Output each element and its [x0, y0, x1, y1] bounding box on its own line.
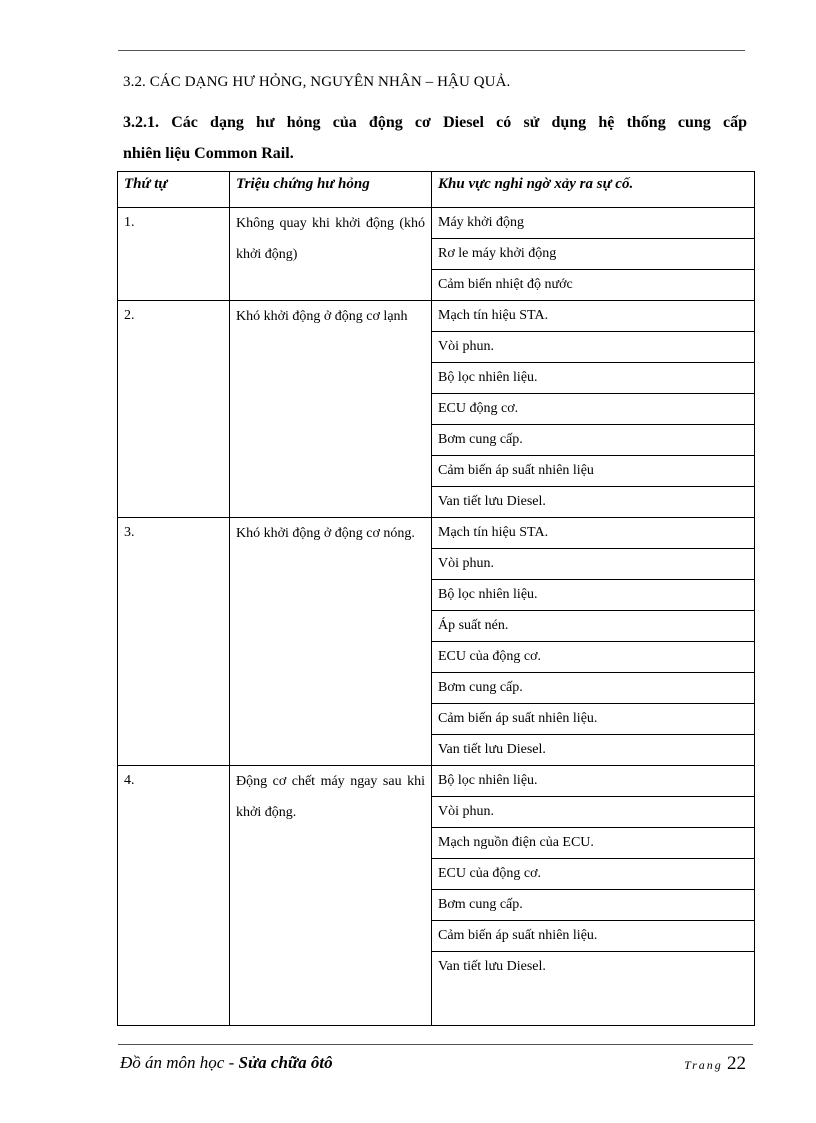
- header-area: Khu vực nghi ngờ xảy ra sự cố.: [432, 172, 755, 208]
- area-cell: ECU của động cơ.: [432, 859, 755, 890]
- table-row: [118, 766, 755, 797]
- footer-prefix: Đồ án môn học -: [120, 1053, 239, 1072]
- area-cell: ECU động cơ.: [432, 394, 755, 425]
- table-header-row: [118, 172, 755, 208]
- area-cell: Van tiết lưu Diesel.: [432, 952, 755, 1026]
- header-order: Thứ tự: [118, 172, 230, 208]
- area-cell: Vòi phun.: [432, 797, 755, 828]
- header-rule: [118, 50, 745, 51]
- subsection-title-line1: 3.2.1. Các dạng hư hỏng của động cơ Diesel có sử dụng hệ thống cung cấp: [123, 114, 747, 131]
- symptom-cell: Động cơ chết máy ngay sau khi khởi động.: [230, 766, 432, 1026]
- area-cell: Bộ lọc nhiên liệu.: [432, 363, 755, 394]
- page-number-block: [684, 1053, 746, 1075]
- area-cell: Cảm biến áp suất nhiên liệu.: [432, 921, 755, 952]
- area-cell: Bơm cung cấp.: [432, 890, 755, 921]
- area-cell: Cảm biến nhiệt độ nước: [432, 270, 755, 301]
- area-cell: Vòi phun.: [432, 332, 755, 363]
- footer-rule: [118, 1044, 753, 1045]
- section-title: 3.2. CÁC DẠNG HƯ HỎNG, NGUYÊN NHÂN – HẬU QUẢ.: [123, 74, 511, 90]
- area-cell: Van tiết lưu Diesel.: [432, 735, 755, 766]
- area-cell: Mạch tín hiệu STA.: [432, 518, 755, 549]
- header-symptom: Triệu chứng hư hỏng: [230, 172, 432, 208]
- page-number: 22: [727, 1053, 746, 1074]
- area-cell: Rơ le máy khởi động: [432, 239, 755, 270]
- area-cell: Máy khởi động: [432, 208, 755, 239]
- order-cell: 1.: [118, 208, 230, 301]
- area-cell: ECU của động cơ.: [432, 642, 755, 673]
- area-cell: Bộ lọc nhiên liệu.: [432, 766, 755, 797]
- area-cell: Mạch tín hiệu STA.: [432, 301, 755, 332]
- area-cell: Cảm biến áp suất nhiên liệu: [432, 456, 755, 487]
- area-cell: Bơm cung cấp.: [432, 425, 755, 456]
- symptom-cell: Không quay khi khởi động (khó khởi động): [230, 208, 432, 301]
- table-row: [118, 518, 755, 549]
- page-label: Trang: [684, 1058, 723, 1072]
- area-cell: Cảm biến áp suất nhiên liệu.: [432, 704, 755, 735]
- footer-title: [120, 1053, 333, 1073]
- order-cell: 2.: [118, 301, 230, 518]
- order-cell: 4.: [118, 766, 230, 1026]
- area-cell: Bộ lọc nhiên liệu.: [432, 580, 755, 611]
- fault-table: [117, 171, 755, 1026]
- area-cell: Bơm cung cấp.: [432, 673, 755, 704]
- area-cell: Áp suất nén.: [432, 611, 755, 642]
- area-cell: Van tiết lưu Diesel.: [432, 487, 755, 518]
- area-cell: Vòi phun.: [432, 549, 755, 580]
- order-cell: 3.: [118, 518, 230, 766]
- subsection-title-line2: nhiên liệu Common Rail.: [123, 145, 294, 162]
- symptom-cell: Khó khởi động ở động cơ lạnh: [230, 301, 432, 518]
- area-cell: Mạch nguồn điện của ECU.: [432, 828, 755, 859]
- symptom-cell: Khó khởi động ở động cơ nóng.: [230, 518, 432, 766]
- footer-course: Sửa chữa ôtô: [238, 1053, 333, 1072]
- table-row: [118, 208, 755, 239]
- table-body: [118, 208, 755, 1026]
- table-row: [118, 301, 755, 332]
